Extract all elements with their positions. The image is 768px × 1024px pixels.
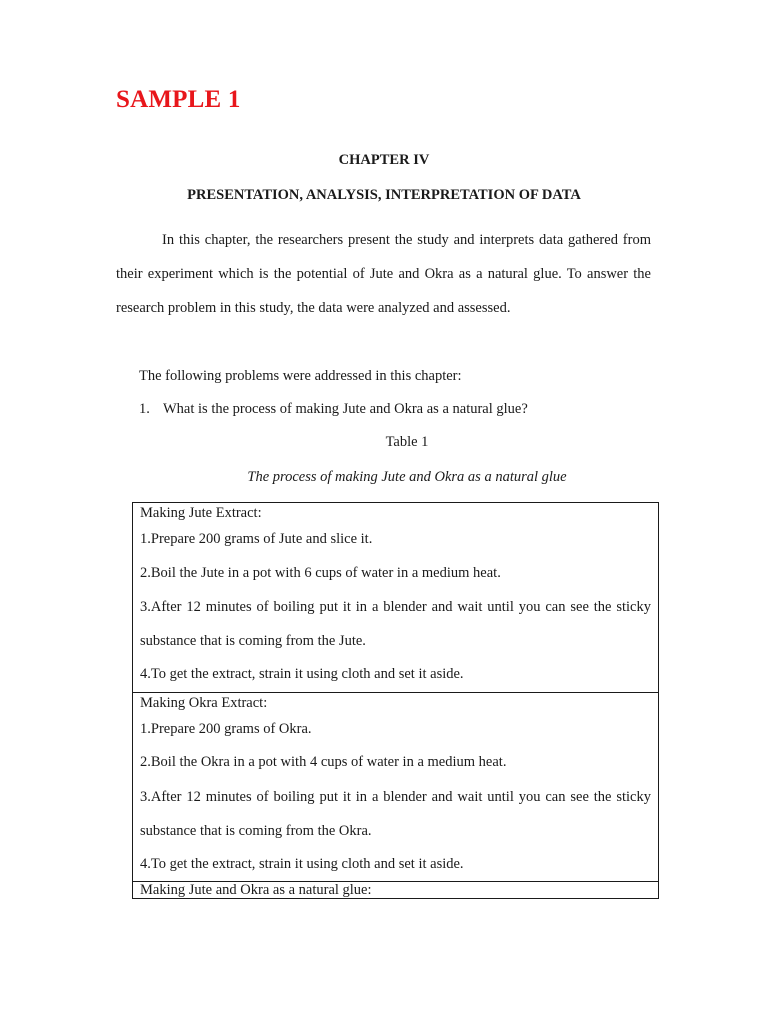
problems-lead: The following problems were addressed in this chapter: [139, 368, 462, 384]
problem-item [139, 401, 528, 418]
problem-text: What is the process of making Jute and Okra as a natural glue? [163, 401, 528, 417]
process-table [132, 502, 659, 899]
step-item: 3.After 12 minutes of boiling put it in a blender and wait until you can see the sticky substance that is coming from the Okra. [140, 788, 651, 839]
step-item: 1.Prepare 200 grams of Jute and slice it. [140, 531, 373, 547]
step-item: 2.Boil the Okra in a pot with 4 cups of water in a medium heat. [140, 754, 507, 770]
table-section-glue [133, 882, 658, 898]
table-section-okra [133, 693, 658, 883]
problem-number: 1. [139, 401, 150, 417]
table-caption: The process of making Jute and Okra as a natural glue [247, 469, 567, 485]
section-heading: Making Jute Extract: [140, 505, 262, 521]
section-heading: Making Okra Extract: [140, 694, 268, 711]
step-item: 4.To get the extract, strain it using cloth and set it aside. [140, 666, 464, 682]
section-title: PRESENTATION, ANALYSIS, INTERPRETATION OF DATA [187, 187, 581, 203]
sample-title: SAMPLE 1 [116, 86, 241, 113]
intro-paragraph: In this chapter, the researchers present the study and interprets data gathered from their experiment which is the potential of Jute and Okra as a natural glue. To answer the research problem in this study, the data were analyzed and assessed. [116, 232, 651, 316]
step-item: 3.After 12 minutes of boiling put it in a blender and wait until you can see the sticky substance that is coming from the Jute. [140, 599, 651, 649]
section-heading: Making Jute and Okra as a natural glue: [140, 882, 372, 898]
step-item: 2.Boil the Jute in a pot with 6 cups of water in a medium heat. [140, 564, 501, 581]
table-section-jute [133, 503, 658, 693]
table-label: Table 1 [385, 434, 429, 450]
step-item: 1.Prepare 200 grams of Okra. [140, 720, 312, 737]
chapter-heading: CHAPTER IV [338, 152, 430, 168]
step-item: 4.To get the extract, strain it using cloth and set it aside. [140, 855, 464, 872]
